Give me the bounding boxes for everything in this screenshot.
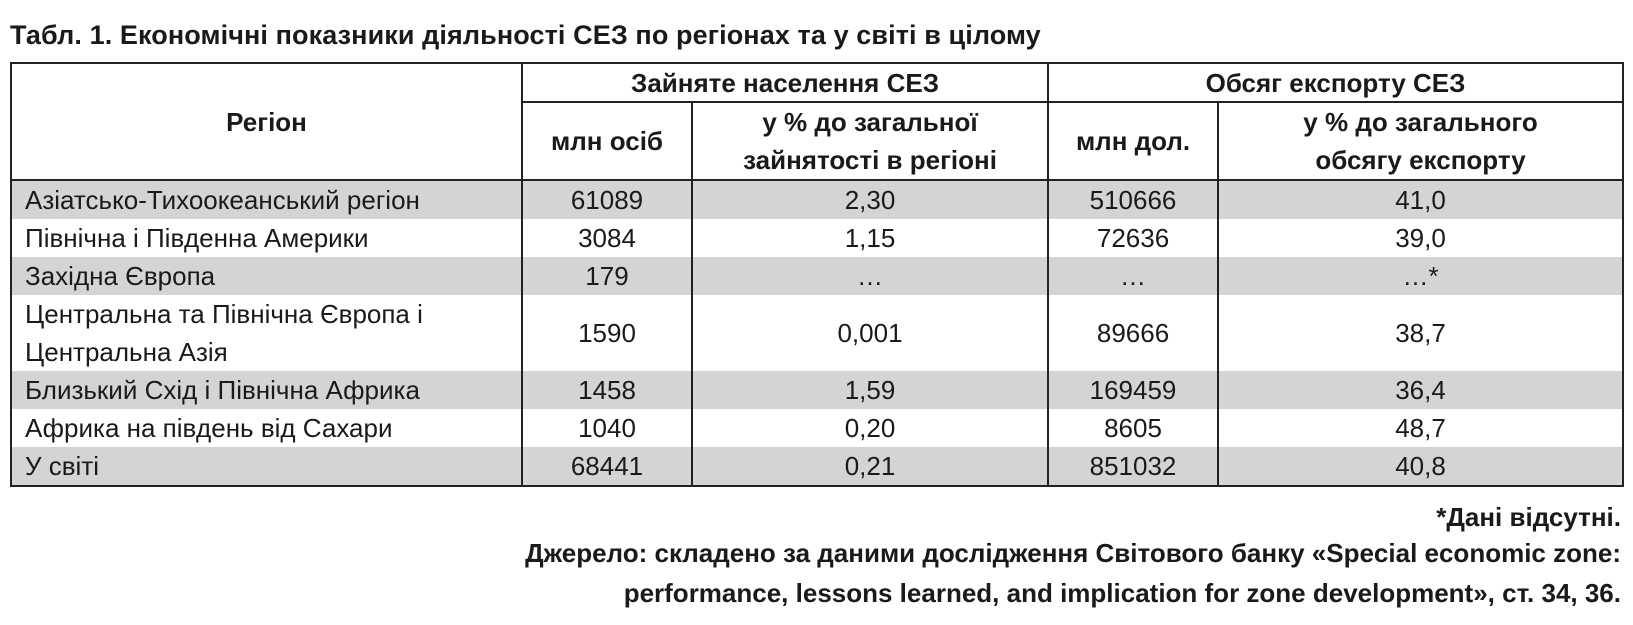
cell-export: 169459: [1048, 371, 1218, 409]
table-caption: Табл. 1. Економічні показники діяльності СЕЗ по регіонах та у світі в цілому: [10, 20, 1041, 50]
header-row-groups: [11, 63, 1623, 102]
cell-export: 8605: [1048, 409, 1218, 447]
cell-employed-pct: …: [692, 257, 1048, 295]
cell-export-pct: 36,4: [1218, 371, 1623, 409]
header-region: Регіон: [11, 63, 522, 180]
cell-export: 72636: [1048, 219, 1218, 257]
cell-employed: 1040: [522, 409, 692, 447]
cell-employed: 68441: [522, 447, 692, 486]
cell-employed: 179: [522, 257, 692, 295]
cell-export-pct: 48,7: [1395, 413, 1446, 443]
cell-employed: 61089: [522, 180, 692, 219]
cell-export-pct: 41,0: [1218, 180, 1623, 219]
cell-region-line2: Центральна Азія: [25, 337, 228, 367]
header-group-export: Обсяг експорту СЕЗ: [1048, 63, 1623, 102]
header-pct-employment-line2: зайнятості в регіоні: [743, 145, 997, 175]
table-row: [11, 180, 1623, 219]
cell-region: Африка на південь від Сахари: [11, 409, 522, 447]
cell-region: [11, 295, 522, 371]
footnote-missing-data: *Дані відсутні.: [1436, 502, 1621, 532]
header-group-employment: Зайняте населення СЕЗ: [522, 63, 1048, 102]
table-row: [11, 257, 1623, 295]
cell-export: 510666: [1048, 180, 1218, 219]
cell-employed-pct: 0,21: [692, 447, 1048, 486]
source-note-line2: performance, lessons learned, and implication for zone development», ст. 34, 36.: [623, 578, 1621, 608]
cell-export-pct: …*: [1218, 257, 1623, 295]
cell-region: Азіатсько-Тихоокеанський регіон: [11, 180, 522, 219]
header-pct-export-line1: у % до загального: [1303, 107, 1538, 137]
cell-region: Північна і Південна Америки: [11, 219, 522, 257]
cell-export: 851032: [1048, 447, 1218, 486]
cell-export-pct: 39,0: [1395, 223, 1446, 253]
cell-export: 89666: [1048, 295, 1218, 371]
cell-region: У світі: [11, 447, 522, 486]
economic-indicators-table: [10, 62, 1624, 487]
cell-export-pct: 40,8: [1218, 447, 1623, 486]
cell-region: Близький Схід і Північна Африка: [11, 371, 522, 409]
cell-region: Західна Європа: [11, 257, 522, 295]
table-row: [11, 409, 1623, 447]
source-note-line1: Джерело: складено за даними дослідження Світового банку «Special economic zone:: [525, 538, 1621, 568]
header-pct-employment: [692, 102, 1048, 180]
table-row: [11, 219, 1623, 257]
cell-employed-pct: 1,59: [692, 371, 1048, 409]
header-pct-export: [1218, 102, 1623, 180]
cell-employed-pct: 0,20: [692, 409, 1048, 447]
cell-employed: 1590: [522, 295, 692, 371]
cell-region-line1: Центральна та Північна Європа і: [25, 299, 423, 329]
header-pct-employment-line1: у % до загальної: [762, 107, 978, 137]
cell-export: …: [1048, 257, 1218, 295]
header-mln-usd: млн дол.: [1048, 102, 1218, 180]
table-row: [11, 371, 1623, 409]
cell-employed-pct: 2,30: [692, 180, 1048, 219]
cell-employed: 1458: [522, 371, 692, 409]
table-row-total: [11, 447, 1623, 486]
cell-employed: 3084: [522, 219, 692, 257]
cell-employed-pct: 1,15: [692, 219, 1048, 257]
header-pct-export-line2: обсягу експорту: [1315, 145, 1526, 175]
table-row: [11, 295, 1623, 371]
cell-export-pct: 38,7: [1395, 318, 1446, 348]
cell-employed-pct: 0,001: [692, 295, 1048, 371]
header-mln-persons: млн осіб: [522, 102, 692, 180]
